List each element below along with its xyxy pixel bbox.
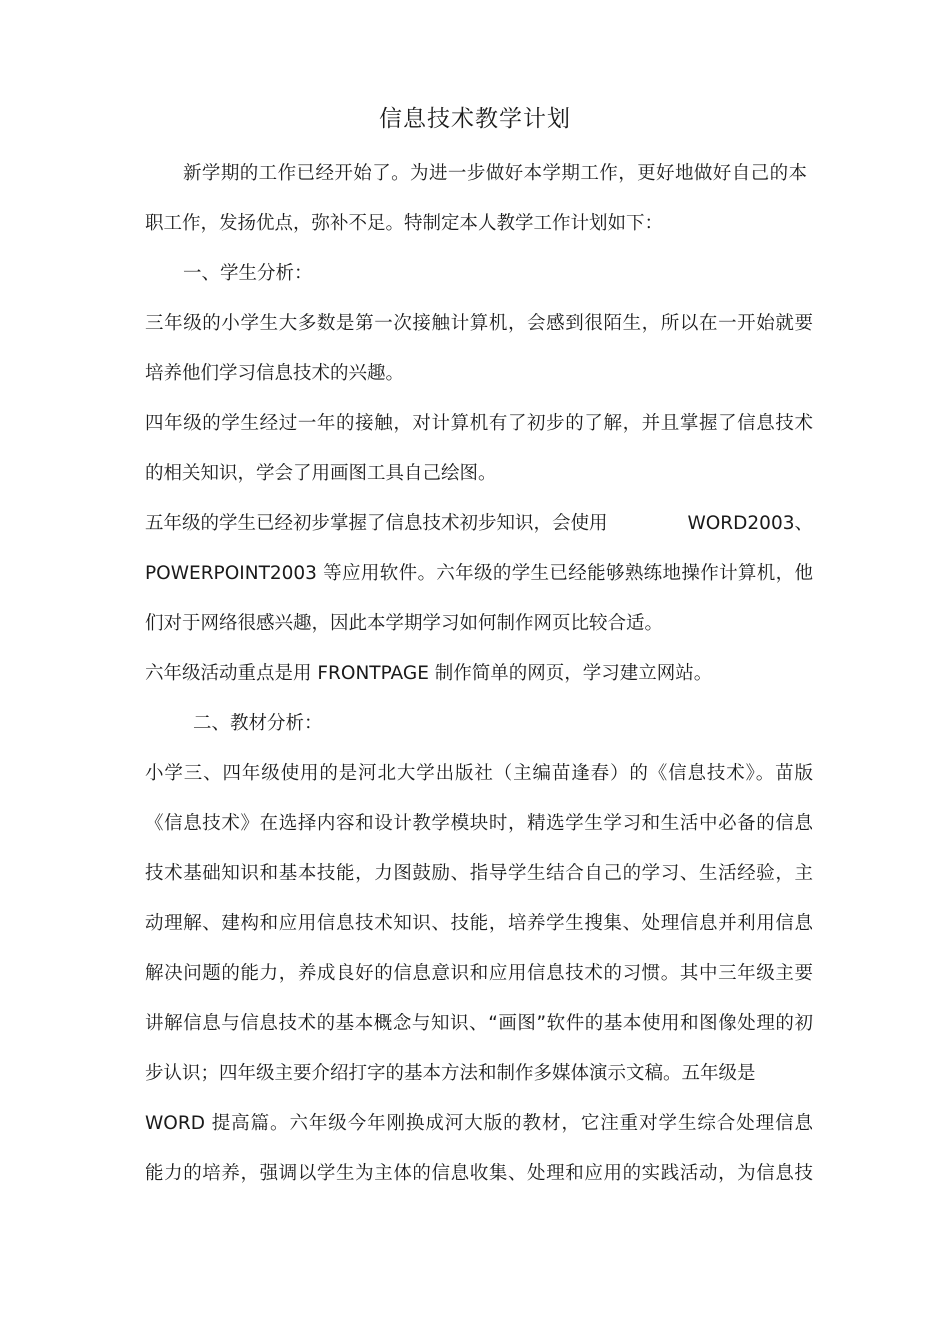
paragraph-line: 职工作，发扬优点，弥补不足。特制定本人教学工作计划如下： [145, 213, 664, 234]
paragraph-line-end: WORD2003、 [687, 513, 813, 534]
paragraph-line: WORD 提高篇。六年级今年刚换成河大版的教材，它注重对学生综合处理信息 [145, 1113, 813, 1134]
paragraph-line: 培养他们学习信息技术的兴趣。 [145, 363, 405, 384]
section-heading: 二、教材分析： [193, 713, 323, 734]
paragraph-line: 动理解、建构和应用信息技术知识、技能，培养学生搜集、处理信息并利用信息 [145, 913, 813, 934]
paragraph-line: 三年级的小学生大多数是第一次接触计算机，会感到很陌生，所以在一开始就要 [145, 313, 813, 334]
paragraph-line: 六年级活动重点是用 FRONTPAGE 制作简单的网页，学习建立网站。 [145, 663, 713, 684]
paragraph-line: 能力的培养，强调以学生为主体的信息收集、处理和应用的实践活动，为信息技 [145, 1163, 813, 1184]
paragraph-line: 们对于网络很感兴趣，因此本学期学习如何制作网页比较合适。 [145, 613, 664, 634]
paragraph-line: 《信息技术》在选择内容和设计教学模块时，精选学生学习和生活中必备的信息 [145, 813, 813, 834]
paragraph-line [145, 511, 813, 537]
paragraph-line: 四年级的学生经过一年的接触，对计算机有了初步的了解，并且掌握了信息技术 [145, 413, 813, 434]
section-heading: 一、学生分析： [183, 263, 313, 284]
paragraph-line: 技术基础知识和基本技能，力图鼓励、指导学生结合自己的学习、生活经验，主 [145, 863, 813, 884]
paragraph-line: 的相关知识，学会了用画图工具自己绘图。 [145, 463, 497, 484]
paragraph-line: POWERPOINT2003 等应用软件。六年级的学生已经能够熟练地操作计算机，他 [145, 563, 813, 584]
paragraph-line: 步认识；四年级主要介绍打字的基本方法和制作多媒体演示文稿。五年级是 [145, 1063, 756, 1084]
paragraph-line: 小学三、四年级使用的是河北大学出版社（主编苗逢春）的《信息技术》。苗版 [145, 763, 813, 784]
paragraph-line: 新学期的工作已经开始了。为进一步做好本学期工作，更好地做好自己的本 [183, 163, 807, 184]
document-title: 信息技术教学计划 [379, 106, 571, 132]
paragraph-line: 解决问题的能力，养成良好的信息意识和应用信息技术的习惯。其中三年级主要 [145, 963, 813, 984]
paragraph-line-start: 五年级的学生已经初步掌握了信息技术初步知识，会使用 [145, 513, 608, 534]
paragraph-line: 讲解信息与信息技术的基本概念与知识、“画图”软件的基本使用和图像处理的初 [145, 1013, 813, 1034]
